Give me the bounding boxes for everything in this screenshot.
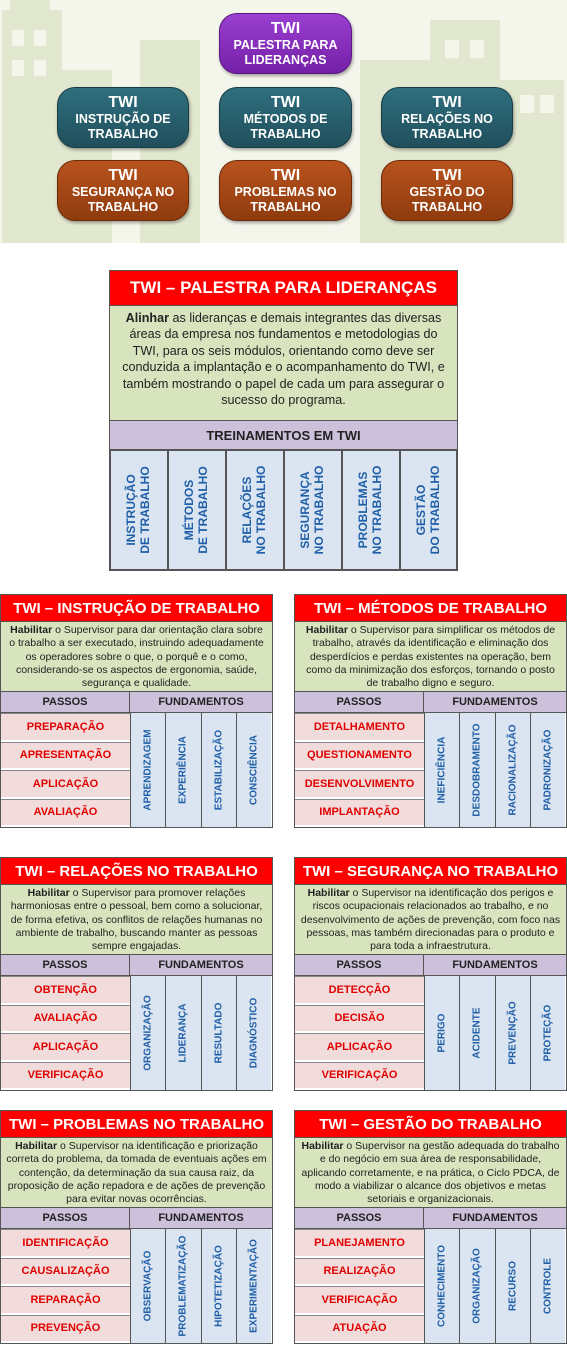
training-relacoes: RELAÇÕES NO TRABALHO bbox=[226, 450, 284, 570]
module-card-instrucao bbox=[0, 594, 273, 828]
fundamental-item: APRENDIZAGEM bbox=[130, 713, 165, 827]
fundamental-item: PADRONIZAÇÃO bbox=[530, 713, 565, 827]
step-item: DESENVOLVIMENTO bbox=[295, 770, 424, 797]
module-card-problemas bbox=[0, 1110, 273, 1344]
fundamental-item: ORGANIZAÇÃO bbox=[130, 976, 165, 1090]
step-item: CAUSALIZAÇÃO bbox=[1, 1258, 130, 1285]
fundamental-item: OBSERVAÇÃO bbox=[130, 1229, 165, 1343]
step-item: PREPARAÇÃO bbox=[1, 713, 130, 740]
step-item: IDENTIFICAÇÃO bbox=[1, 1229, 130, 1256]
fundamentals-header: FUNDAMENTOS bbox=[130, 955, 272, 976]
step-item: AVALIAÇÃO bbox=[1, 1005, 130, 1032]
module-description: Habilitar o Supervisor na identificação dos perigos e riscos ocupacionais relacionados ao trabalho, e no desenvolvimento de ações de prevenção, com foco nas pessoas, mas também direcionadas para o produto e para toda a infraestrutura. bbox=[295, 884, 566, 955]
main-description: Alinhar as lideranças e demais integrantes das diversas áreas da empresa nos fundamentos e metodologias do TWI, para os seis módulos, orientando como deve ser conduzida a implantação e o acompanhamento do TWI, e também mostrando o papel de cada um para assegurar o sucesso do programa. bbox=[110, 305, 457, 421]
fundamental-item: RECURSO bbox=[495, 1229, 530, 1343]
module-title: TWI – INSTRUÇÃO DE TRABALHO bbox=[1, 595, 272, 621]
trainings-title: TREINAMENTOS EM TWI bbox=[110, 421, 457, 450]
fundamental-item: PROTEÇÃO bbox=[530, 976, 565, 1090]
step-item: QUESTIONAMENTO bbox=[295, 742, 424, 769]
step-item: PLANEJAMENTO bbox=[295, 1229, 424, 1256]
module-title: TWI – SEGURANÇA NO TRABALHO bbox=[295, 858, 566, 884]
node-twi-seguranca: TWI SEGURANÇA NO TRABALHO bbox=[57, 160, 189, 221]
fundamental-item: EXPERIÊNCIA bbox=[165, 713, 200, 827]
training-gestao: GESTÃO DO TRABALHO bbox=[400, 450, 457, 570]
fundamentals-header: FUNDAMENTOS bbox=[130, 692, 272, 713]
step-item: VERIFICAÇÃO bbox=[1, 1062, 130, 1089]
module-description: Habilitar o Supervisor na identificação e priorização correta do problema, da tomada de eventuais ações em contenção, da determinação da sua causa raiz, da proposição de ação repadora e de ações de prevenção para evitar novas ocorrências. bbox=[1, 1137, 272, 1208]
step-item: APLICAÇÃO bbox=[1, 1033, 130, 1060]
steps-header: PASSOS bbox=[1, 692, 130, 713]
fundamental-item: LIDERANÇA bbox=[165, 976, 200, 1090]
step-item: DECISÃO bbox=[295, 1005, 424, 1032]
module-title: TWI – PROBLEMAS NO TRABALHO bbox=[1, 1111, 272, 1137]
fundamental-item: PREVENÇÃO bbox=[495, 976, 530, 1090]
fundamental-item: CONHECIMENTO bbox=[424, 1229, 459, 1343]
steps-header: PASSOS bbox=[295, 955, 424, 976]
trainings-row bbox=[110, 450, 457, 570]
module-card-gestao bbox=[294, 1110, 567, 1344]
steps-header: PASSOS bbox=[295, 692, 424, 713]
step-item: IMPLANTAÇÃO bbox=[295, 799, 424, 826]
training-problemas: PROBLEMAS NO TRABALHO bbox=[342, 450, 400, 570]
node-twi-relacoes: TWI RELAÇÕES NO TRABALHO bbox=[381, 87, 513, 148]
fundamental-item: INEFICIÊNCIA bbox=[424, 713, 459, 827]
step-item: REPARAÇÃO bbox=[1, 1286, 130, 1313]
node-twi-gestao: TWI GESTÃO DO TRABALHO bbox=[381, 160, 513, 221]
fundamental-item: PERIGO bbox=[424, 976, 459, 1090]
module-description: Habilitar o Supervisor para simplificar os métodos de trabalho, através da identificação e eliminação dos desperdícios e perdas existentes na operação, bem como da minimização dos esforços, tornando o posto de trabalho digno e seguro. bbox=[295, 621, 566, 692]
fundamentals-header: FUNDAMENTOS bbox=[424, 1208, 566, 1229]
node-twi-instrucao: TWI INSTRUÇÃO DE TRABALHO bbox=[57, 87, 189, 148]
steps-header: PASSOS bbox=[1, 955, 130, 976]
node-twi-metodos: TWI MÉTODOS DE TRABALHO bbox=[219, 87, 352, 148]
main-title: TWI – PALESTRA PARA LIDERANÇAS bbox=[110, 271, 457, 305]
module-title: TWI – GESTÃO DO TRABALHO bbox=[295, 1111, 566, 1137]
step-item: DETALHAMENTO bbox=[295, 713, 424, 740]
module-description: Habilitar o Supervisor para dar orientação clara sobre o trabalho a ser executado, instruindo adequadamente os operadores sobre o que, o porquê e o como, considerando-se os aspectos de ergonomia, saúde, segurança e qualidade. bbox=[1, 621, 272, 692]
fundamental-item: PROBLEMATIZAÇÃO bbox=[165, 1229, 200, 1343]
fundamentals-header: FUNDAMENTOS bbox=[130, 1208, 272, 1229]
fundamental-item: ESTABILIZAÇÃO bbox=[201, 713, 236, 827]
training-seguranca: SEGURANÇA NO TRABALHO bbox=[284, 450, 342, 570]
fundamentals-header: FUNDAMENTOS bbox=[424, 692, 566, 713]
fundamental-item: ACIDENTE bbox=[459, 976, 494, 1090]
module-card-relacoes bbox=[0, 857, 273, 1091]
module-title: TWI – MÉTODOS DE TRABALHO bbox=[295, 595, 566, 621]
fundamental-item: CONTROLE bbox=[530, 1229, 565, 1343]
step-item: AVALIAÇÃO bbox=[1, 799, 130, 826]
fundamentals-header: FUNDAMENTOS bbox=[424, 955, 566, 976]
training-instrucao: INSTRUÇÃO DE TRABALHO bbox=[110, 450, 168, 570]
module-title: TWI – RELAÇÕES NO TRABALHO bbox=[1, 858, 272, 884]
steps-header: PASSOS bbox=[1, 1208, 130, 1229]
fundamental-item: DESDOBRAMENTO bbox=[459, 713, 494, 827]
fundamental-item: HIPOTETIZAÇÃO bbox=[201, 1229, 236, 1343]
step-item: DETECÇÃO bbox=[295, 976, 424, 1003]
step-item: ATUAÇÃO bbox=[295, 1315, 424, 1342]
fundamental-item: RESULTADO bbox=[201, 976, 236, 1090]
fundamental-item: CONSCIÊNCIA bbox=[236, 713, 271, 827]
fundamental-item: ORGANIZAÇÃO bbox=[459, 1229, 494, 1343]
fundamental-item: DIAGNÓSTICO bbox=[236, 976, 271, 1090]
module-description: Habilitar o Supervisor para promover relações harmoniosas entre o pessoal, bem como a solucionar, de forma efetiva, os conflitos de relações humanas no ambiente de trabalho, buscando manter as pessoas sempre engajadas. bbox=[1, 884, 272, 955]
node-twi-problemas: TWI PROBLEMAS NO TRABALHO bbox=[219, 160, 352, 221]
steps-header: PASSOS bbox=[295, 1208, 424, 1229]
node-twi-palestra: TWI PALESTRA PARA LIDERANÇAS bbox=[219, 13, 352, 74]
step-item: VERIFICAÇÃO bbox=[295, 1286, 424, 1313]
step-item: PREVENÇÃO bbox=[1, 1315, 130, 1342]
step-item: APLICAÇÃO bbox=[1, 770, 130, 797]
module-card-metodos bbox=[294, 594, 567, 828]
fundamental-item: EXPERIMENTAÇÃO bbox=[236, 1229, 271, 1343]
module-card-seguranca bbox=[294, 857, 567, 1091]
training-metodos: MÉTODOS DE TRABALHO bbox=[168, 450, 226, 570]
module-description: Habilitar o Supervisor na gestão adequada do trabalho e do negócio em sua área de responsabilidade, aplicando corretamente, e na prática, o Ciclo PDCA, de modo a viabilizar o alcance dos objetivos e metas setoriais e organizacionais. bbox=[295, 1137, 566, 1208]
main-palestra-box bbox=[109, 270, 458, 571]
step-item: VERIFICAÇÃO bbox=[295, 1062, 424, 1089]
step-item: APLICAÇÃO bbox=[295, 1033, 424, 1060]
step-item: APRESENTAÇÃO bbox=[1, 742, 130, 769]
step-item: OBTENÇÃO bbox=[1, 976, 130, 1003]
fundamental-item: RACIONALIZAÇÃO bbox=[495, 713, 530, 827]
step-item: REALIZAÇÃO bbox=[295, 1258, 424, 1285]
